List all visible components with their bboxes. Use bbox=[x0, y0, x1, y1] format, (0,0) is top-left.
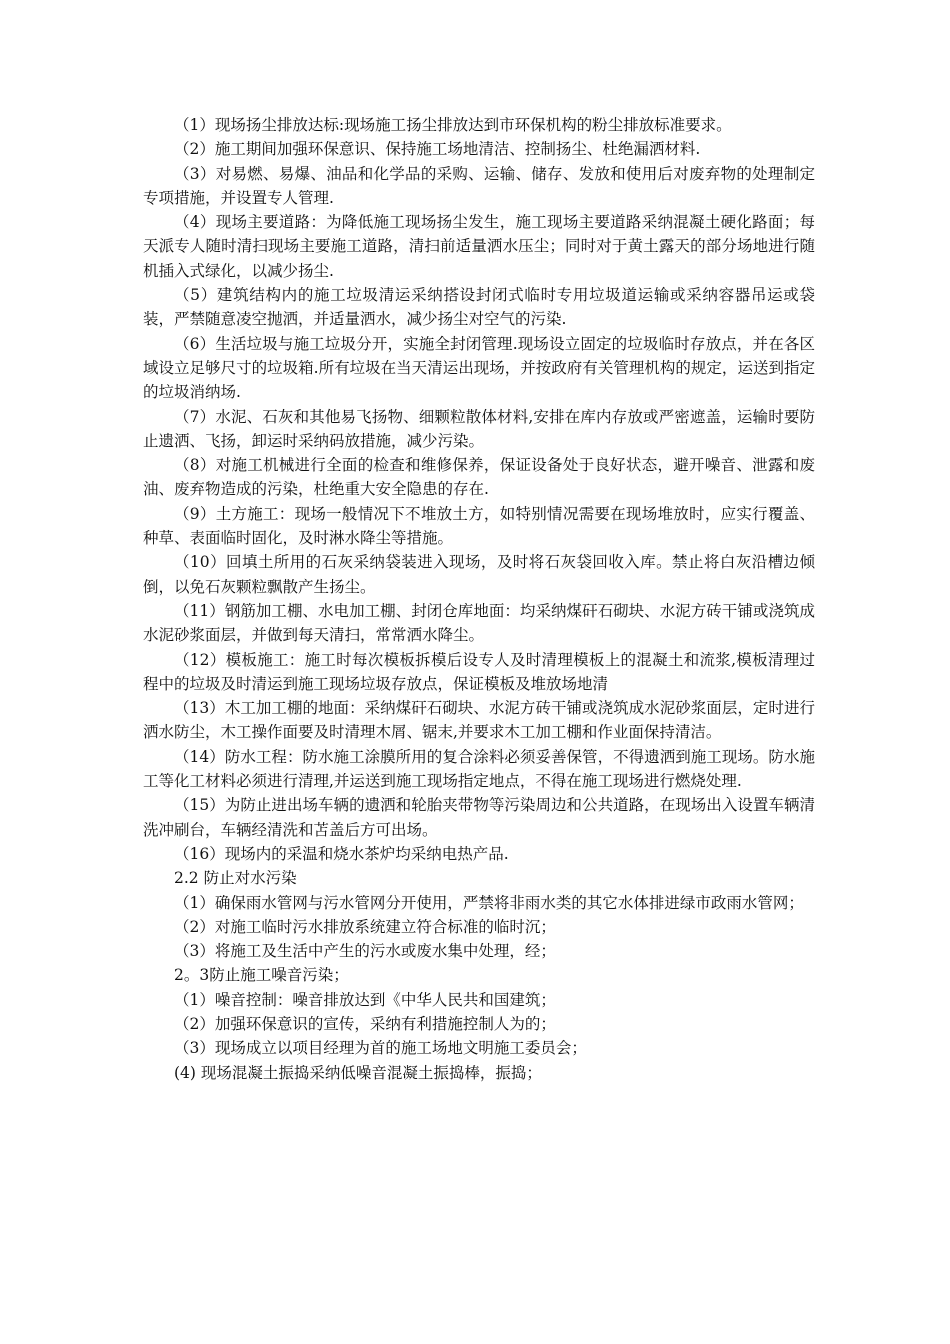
paragraph-9: （9）土方施工：现场一般情况下不堆放土方，如特别情况需要在现场堆放时，应实行覆盖、种草、表面临时固化，及时淋水降尘等措施。 bbox=[143, 504, 815, 548]
paragraph-water-3: （3）将施工及生活中产生的污水或废水集中处理，经； bbox=[174, 942, 556, 961]
paragraph-16: （16）现场内的采温和烧水茶炉均采纳电热产品. bbox=[174, 844, 509, 863]
paragraph-12: （12）模板施工：施工时每次模板拆模后设专人及时清理模板上的混凝土和流浆,模板清理过程中的垃圾及时清运到施工现场垃圾存放点，保证模板及堆放场地清 bbox=[143, 650, 815, 693]
paragraph-noise-4: (4) 现场混凝土振捣采纳低噪音混凝土振捣棒，振捣； bbox=[174, 1063, 542, 1082]
paragraph-water-2: （2）对施工临时污水排放系统建立符合标准的临时沉； bbox=[174, 917, 556, 936]
paragraph-13: （13）木工加工棚的地面：采纳煤矸石砌块、水泥方砖干铺或浇筑成水泥砂浆面层，定时进行洒水防尘，木工操作面要及时清理木屑、锯末,并要求木工加工棚和作业面保持清洁。 bbox=[143, 699, 815, 742]
paragraph-15: （15）为防止进出场车辆的遗洒和轮胎夹带物等污染周边和公共道路，在现场出入设置车辆清洗冲刷台，车辆经清洗和苫盖后方可出场。 bbox=[143, 796, 815, 839]
paragraph-noise-3: （3）现场成立以项目经理为首的施工场地文明施工委员会； bbox=[174, 1039, 587, 1058]
paragraph-water-1: （1）确保雨水管网与污水管网分开使用，严禁将非雨水类的其它水体排进绿市政雨水管网； bbox=[174, 893, 804, 912]
paragraph-10: （10）回填土所用的石灰采纳袋装进入现场，及时将石灰袋回收入库。禁止将白灰沿槽边倾倒，以免石灰颗粒飘散产生扬尘。 bbox=[143, 553, 815, 596]
paragraph-7: （7）水泥、石灰和其他易飞扬物、细颗粒散体材料,安排在库内存放或严密遮盖，运输时要防止遗洒、飞扬，卸运时采纳码放措施，减少污染。 bbox=[143, 407, 815, 450]
paragraph-noise-1: （1）噪音控制：噪音排放达到《中华人民共和国建筑； bbox=[174, 990, 556, 1009]
section-heading-noise: 2。3防止施工噪音污染； bbox=[174, 966, 349, 985]
paragraph-6: （6）生活垃圾与施工垃圾分开，实施全封闭管理.现场设立固定的垃圾临时存放点，并在各区域设立足够尺寸的垃圾箱.所有垃圾在当天清运出现场，并按政府有关管理机构的规定，运送到指定的垃圾消纳场. bbox=[143, 334, 815, 402]
paragraph-3: （3）对易燃、易爆、油品和化学品的采购、运输、储存、发放和使用后对废弃物的处理制定专项措施，并设置专人管理. bbox=[143, 164, 815, 207]
paragraph-4: （4）现场主要道路：为降低施工现场扬尘发生，施工现场主要道路采纳混凝土硬化路面；每天派专人随时清扫现场主要施工道路，清扫前适量洒水压尘；同时对于黄土露天的部分场地进行随机插入式绿化，以减少扬尘. bbox=[143, 213, 815, 280]
paragraph-11: （11）钢筋加工棚、水电加工棚、封闭仓库地面：均采纳煤矸石砌块、水泥方砖干铺或浇筑成水泥砂浆面层，并做到每天清扫，常常洒水降尘。 bbox=[143, 601, 815, 645]
paragraph-14: （14）防水工程：防水施工涂膜所用的复合涂料必须妥善保管，不得遗洒到施工现场。防水施工等化工材料必须进行清理,并运送到施工现场指定地点，不得在施工现场进行燃烧处理. bbox=[143, 747, 815, 791]
paragraph-5: （5）建筑结构内的施工垃圾清运采纳搭设封闭式临时专用垃圾道运输或采纳容器吊运或袋装，严禁随意凌空抛洒，并适量洒水，减少扬尘对空气的污染. bbox=[143, 286, 815, 329]
paragraph-2: （2）施工期间加强环保意识、保持施工场地清洁、控制扬尘、杜绝漏洒材料. bbox=[174, 140, 701, 159]
paragraph-noise-2: （2）加强环保意识的宣传，采纳有利措施控制人为的； bbox=[174, 1014, 556, 1033]
section-heading-water: 2.2 防止对水污染 bbox=[174, 869, 297, 888]
paragraph-1: （1）现场扬尘排放达标:现场施工扬尘排放达到市环保机构的粉尘排放标准要求。 bbox=[174, 116, 732, 134]
document-body bbox=[143, 113, 815, 1085]
paragraph-8: （8）对施工机械进行全面的检查和维修保养，保证设备处于良好状态，避开噪音、泄露和废油、废弃物造成的污染，杜绝重大安全隐患的存在. bbox=[143, 456, 815, 499]
